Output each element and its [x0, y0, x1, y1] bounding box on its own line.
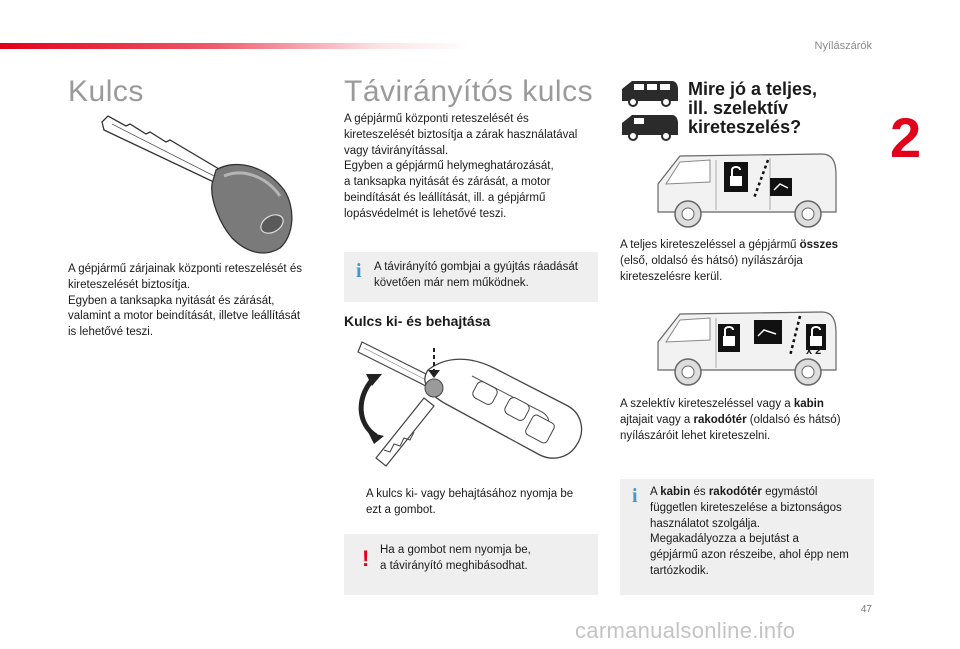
warning-icon: ! — [362, 546, 370, 571]
text-line: is lehetővé teszi. — [68, 326, 154, 339]
text-line: nyílászáróit lehet kireteszelni. — [620, 429, 771, 442]
text-run: A szelektív kireteszeléssel vagy a — [620, 398, 794, 410]
text-line: gépjármű azon részeibe, ahol épp nem — [650, 549, 849, 562]
info-icon: i — [356, 260, 362, 282]
title-line: ill. szelektív — [688, 98, 789, 118]
text-line: használatot szolgálja. — [650, 517, 760, 530]
van-unlock-all-illustration — [650, 148, 840, 236]
text-line: beindítását és leállítását, ill. a gépjármű — [344, 191, 546, 204]
text-line: tartózkodik. — [650, 564, 709, 577]
text-line: A gépjármű zárjainak központi reteszelését és — [68, 263, 302, 275]
text-run: ajtajait vagy a — [620, 413, 694, 426]
fold-key-subtitle: Kulcs ki- és behajtása — [344, 313, 491, 329]
text-line: A gépjármű központi reteszelését és — [344, 113, 529, 125]
text-line: A távirányító gombjai a gyújtás ráadását — [374, 261, 578, 273]
kulcs-text — [68, 262, 328, 341]
van-icon — [620, 77, 680, 107]
info-note-text — [374, 260, 596, 292]
text-line: kireteszelését biztosítja. — [68, 278, 191, 291]
text-line: a tanksapka nyitását és zárását, a motor — [344, 176, 551, 189]
unlock-question-title — [688, 80, 858, 137]
section-name: Nyílászárók — [814, 40, 872, 52]
text-bold: kabin — [660, 486, 691, 498]
remote-key-text — [344, 112, 604, 223]
title-line: kireteszelés? — [688, 117, 802, 137]
info-icon: i — [632, 485, 638, 507]
info-note-cabin-text — [650, 485, 872, 580]
text-run: A teljes kireteszeléssel a gépjármű — [620, 239, 800, 251]
text-line: Egyben a tanksapka nyitását és zárását, — [68, 294, 275, 307]
selective-unlock-text — [620, 397, 870, 444]
folding-key-illustration — [354, 340, 594, 475]
warning-note-text — [380, 543, 594, 575]
text-line: valamint a motor beindítását, illetve leállítását — [68, 310, 301, 323]
kulcs-title: Kulcs — [68, 75, 144, 108]
title-line: Mire jó a teljes, — [688, 79, 818, 99]
van-panel-icon — [620, 111, 680, 141]
header-accent-bar — [0, 43, 470, 49]
text-line: A kulcs ki- vagy behajtásához nyomja be — [366, 488, 574, 500]
text-line: (első, oldalsó és hátsó) nyílászárója — [620, 254, 803, 267]
text-bold: összes — [799, 239, 838, 251]
text-line: a távirányító meghibásodhat. — [380, 559, 528, 572]
text-bold: kabin — [793, 398, 824, 410]
text-run: (oldalsó és hátsó) — [746, 413, 841, 426]
text-line: független kireteszelése a biztonságos — [650, 501, 842, 514]
text-line: Megakadályozza a bejutást a — [650, 533, 799, 546]
fold-key-instruction — [344, 487, 604, 519]
info-note-cabin — [620, 479, 874, 595]
text-line: kireteszelésre kerül. — [620, 270, 723, 283]
text-run: A — [650, 486, 661, 498]
text-bold: rakodótér — [708, 486, 762, 498]
text-line: Ha a gombot nem nyomja be, — [380, 544, 531, 556]
x2-badge: x 2 — [806, 345, 822, 357]
text-line: vagy távirányítással. — [344, 144, 449, 157]
warning-note — [344, 534, 598, 595]
text-run: egymástól — [761, 486, 818, 498]
text-bold: rakodótér — [693, 413, 747, 426]
text-run: és — [690, 486, 709, 498]
text-line: kireteszelését biztosítja a zárak használatával — [344, 128, 578, 141]
remote-key-title: Távirányítós kulcs — [344, 75, 594, 108]
text-line: Egyben a gépjármű helymeghatározását, — [344, 160, 554, 173]
text-line: ezt a gombot. — [366, 503, 436, 516]
full-unlock-text — [620, 238, 870, 285]
chapter-number: 2 — [890, 106, 922, 169]
text-line: követően már nem működnek. — [374, 276, 529, 289]
page-number: 47 — [860, 604, 872, 615]
watermark: carmanualsonline.info — [575, 618, 796, 643]
text-line: lopásvédelmét is lehetővé teszi. — [344, 207, 507, 220]
info-note-ignition — [344, 252, 598, 302]
key-illustration — [96, 112, 296, 257]
